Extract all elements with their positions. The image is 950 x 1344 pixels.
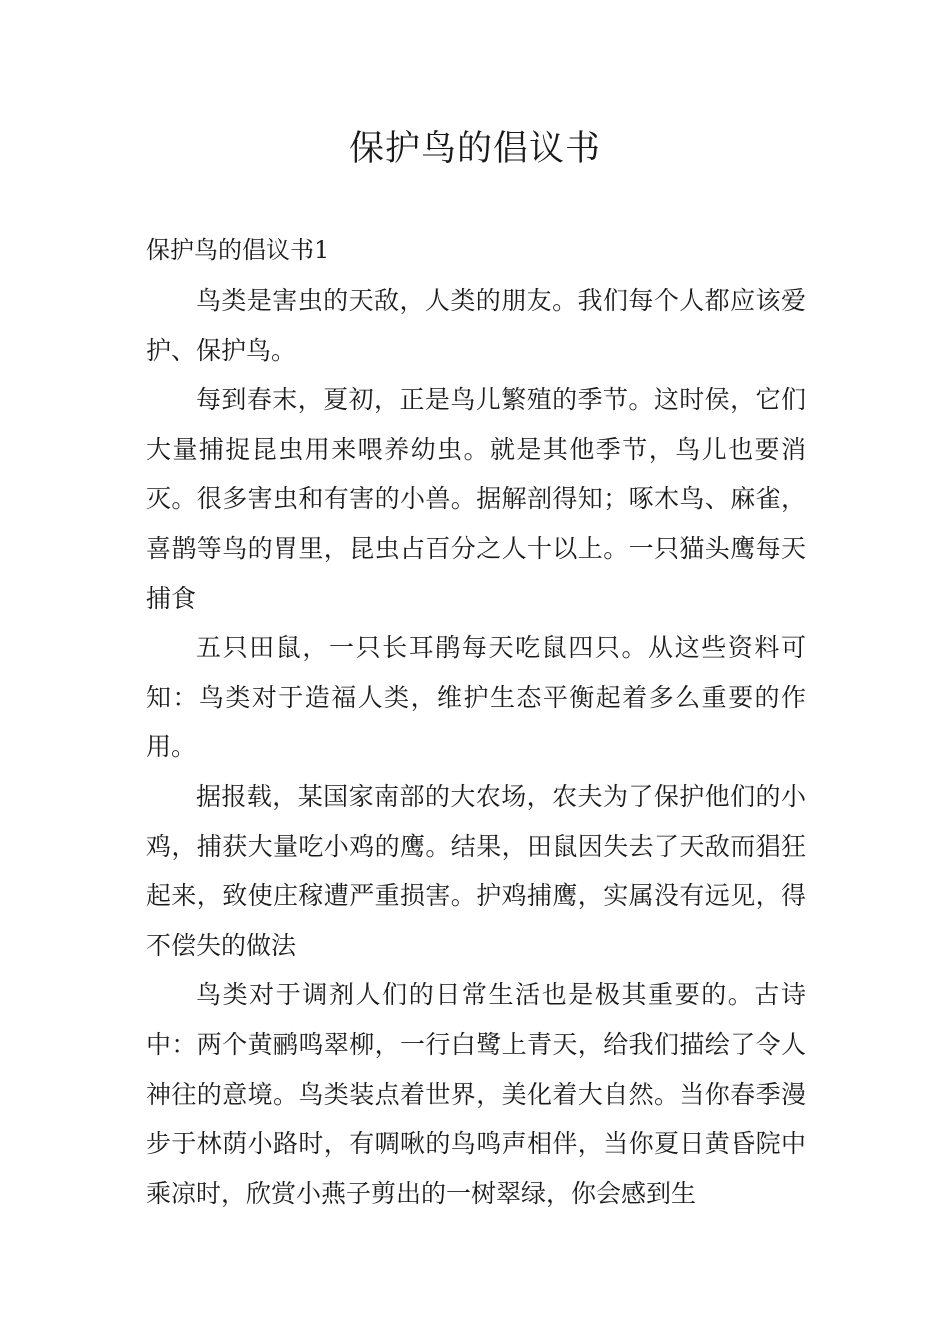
document-title: 保护鸟的倡议书 bbox=[348, 129, 601, 169]
paragraph-4: 据报载，某国家南部的大农场，农夫为了保护他们的小鸡，捕获大量吃小鸡的鹰。结果，田鼠因失去了天敌而猖狂起来，致使庄稼遭严重损害。护鸡捕鹰，实属没有远见，得不偿失的做法 bbox=[146, 781, 806, 960]
document-body bbox=[146, 276, 806, 1218]
paragraph-1: 鸟类是害虫的天敌，人类的朋友。我们每个人都应该爱护、保护鸟。 bbox=[146, 286, 806, 365]
paragraph-5: 鸟类对于调剂人们的日常生活也是极其重要的。古诗中：两个黄鹂鸣翠柳，一行白鹭上青天，给我们描绘了令人神往的意境。鸟类装点着世界，美化着大自然。当你春季漫步于林荫小路时，有啁啾的鸟鸣声相伴，当你夏日黄昏院中乘凉时，欣赏小燕子剪出的一树翠绿，你会感到生 bbox=[146, 980, 806, 1208]
section-heading: 保护鸟的倡议书1 bbox=[146, 236, 330, 264]
paragraph-3: 五只田鼠，一只长耳鹃每天吃鼠四只。从这些资料可知：鸟类对于造福人类，维护生态平衡起着多么重要的作用。 bbox=[146, 633, 806, 762]
paragraph-2: 每到春末，夏初，正是鸟儿繁殖的季节。这时侯，它们大量捕捉昆虫用来喂养幼虫。就是其他季节，鸟儿也要消灭。很多害虫和有害的小兽。据解剖得知；啄木鸟、麻雀，喜鹊等鸟的胃里，昆虫占百分之人十以上。一只猫头鹰每天捕食 bbox=[146, 385, 806, 613]
